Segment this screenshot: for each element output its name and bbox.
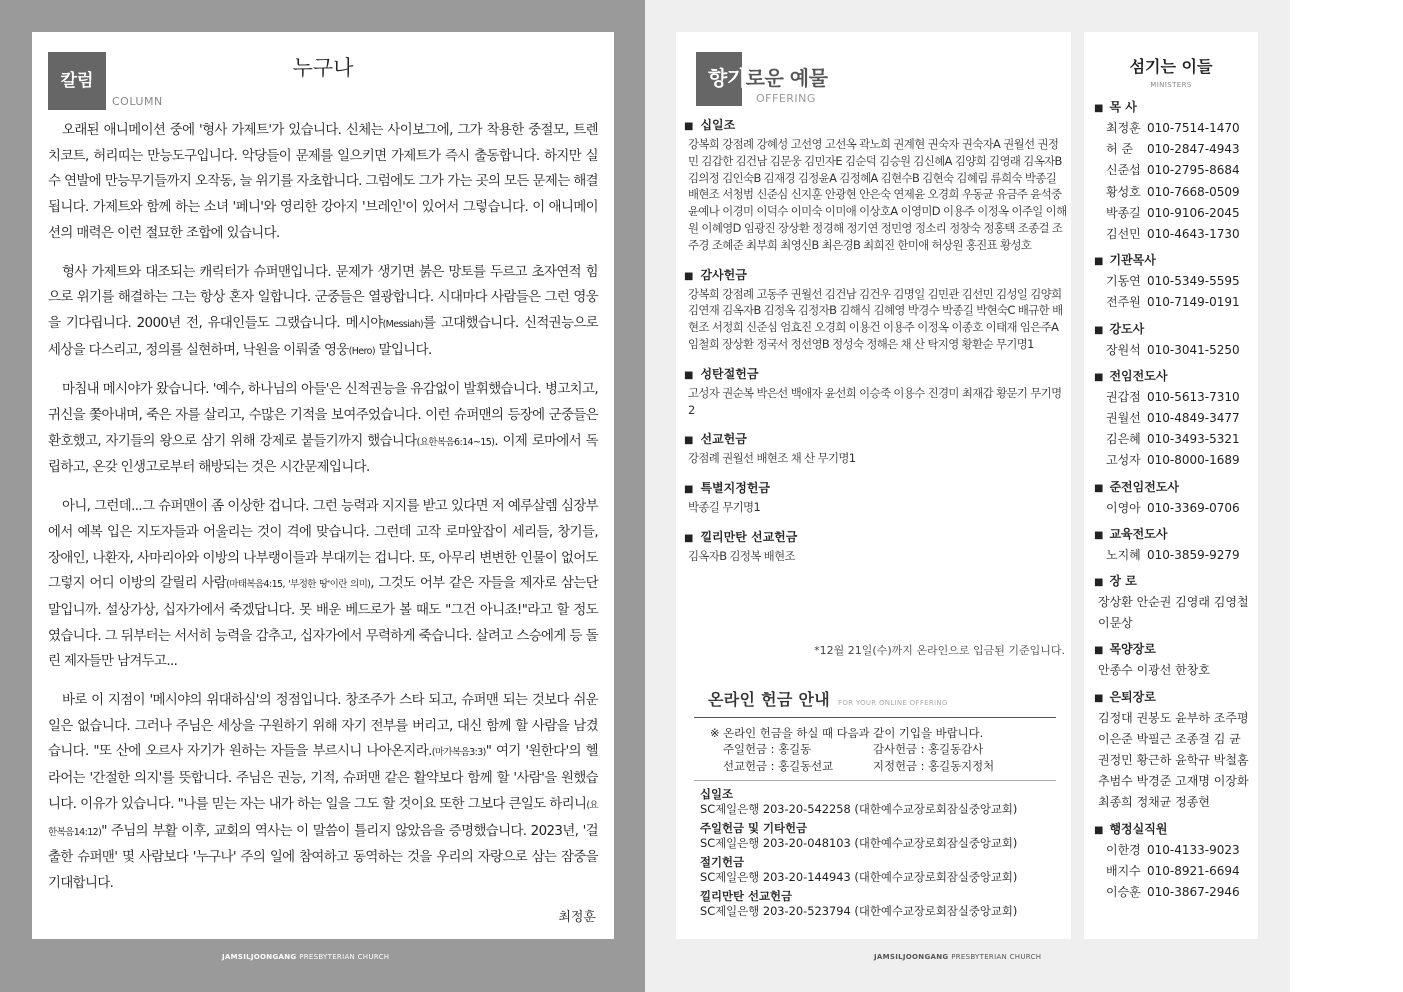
minister-name: 노지혜	[1106, 547, 1141, 562]
paragraph-text: " 주님의 부활 이후, 교회의 역사는 이 말씀이 틀리지 않았음을 증명했습니다. 2023년, '걸출한 슈퍼맨' 몇 사람보다 '누구나' 주의 일에 참여하고 동역하는 것을 우리의 자랑으로 삼는 잠중을 기대합니다.	[48, 823, 598, 891]
minister-name: 기동연	[1106, 274, 1141, 289]
minister-group	[1094, 478, 1254, 519]
minister-row	[1094, 182, 1254, 203]
minister-phone: 010-7668-0509	[1147, 184, 1240, 199]
minister-name: 김선민	[1106, 227, 1141, 242]
paragraph-text: . 이제 로마에서 독립하고, 온갖 인생고로부터 해방되는 것은 시간문제입니다.	[48, 433, 598, 476]
offering-section-title: ■ 낄리만탄 선교헌금	[684, 528, 1068, 548]
minister-row	[1094, 840, 1254, 861]
minister-group-title: ■ 강도사	[1094, 320, 1254, 340]
online-title	[694, 682, 1056, 718]
minister-name: 배지수	[1106, 863, 1141, 878]
minister-group	[1094, 98, 1254, 245]
minister-row	[1094, 340, 1254, 361]
offering-section-names: 김옥자B 김정복 배현조	[688, 548, 795, 563]
paragraph-text: 형사 가제트와 대조되는 캐릭터가 슈퍼맨입니다. 문제가 생기면 붉은 망토를 두르고 초자연적 힘으로 위기를 해결하는 그는 항상 혼자 일합니다. 군중들은 열광합니다. 시대마다 사람들은 그런 영웅을 기다립니다. 2000년 전, 유대인들도 그랬습니다. 메시야	[48, 264, 598, 331]
minister-phone: 010-7149-0191	[1147, 295, 1240, 310]
offering-title-highlight: 향기	[708, 66, 746, 90]
minister-group-title: ■ 교육전도사	[1094, 525, 1254, 545]
minister-phone: 010-7514-1470	[1147, 121, 1240, 135]
account-label: 절기헌금	[700, 855, 745, 870]
minister-phone: 010-4643-1730	[1147, 227, 1240, 242]
minister-group-title: ■ 목양장로	[1094, 640, 1254, 660]
minister-phone: 010-4133-9023	[1147, 842, 1240, 857]
example-item: 감사헌금 : 홍길동감사	[873, 742, 984, 757]
minister-phone: 010-3867-2946	[1147, 885, 1240, 900]
account-item	[700, 889, 1056, 919]
citation: (Hero)	[348, 345, 375, 357]
minister-phone: 010-8921-6694	[1147, 863, 1240, 878]
minister-row	[1094, 292, 1254, 313]
offering-panel	[676, 32, 1071, 939]
minister-group	[1094, 320, 1254, 361]
citation: (마태복음4:15, '부정한 땅'이란 의미)	[226, 579, 371, 591]
ministers-list	[1094, 98, 1254, 909]
minister-row	[1094, 139, 1254, 160]
ministers-title: 섬기는 이들	[1129, 57, 1213, 76]
minister-name: 허 준	[1106, 142, 1133, 157]
minister-row	[1094, 203, 1254, 224]
minister-row	[1094, 160, 1254, 181]
account-list	[694, 787, 1056, 919]
minister-group	[1094, 525, 1254, 566]
minister-row	[1094, 118, 1254, 139]
online-intro: ※ 온라인 헌금을 하실 때 다음과 같이 기입을 바랍니다.	[710, 726, 984, 740]
offering-sub: OFFERING	[756, 92, 816, 105]
minister-names: 안종수 이광선 한창호	[1098, 663, 1210, 678]
minister-group	[1094, 251, 1254, 313]
offering-section-title: ■ 특별지정헌금	[684, 479, 1068, 499]
minister-name: 권월선	[1106, 411, 1141, 426]
minister-name: 전주원	[1106, 295, 1141, 310]
minister-row	[1094, 545, 1254, 566]
column-paragraph	[48, 118, 598, 247]
minister-group	[1094, 367, 1254, 472]
minister-phone: 010-2795-8684	[1147, 163, 1240, 178]
minister-name: 김은혜	[1106, 432, 1141, 447]
minister-row	[1094, 408, 1254, 429]
citation: (Messiah)	[382, 318, 424, 330]
minister-name: 황성호	[1106, 184, 1141, 199]
minister-phone: 010-5613-7310	[1147, 389, 1240, 404]
citation: (요한복음6:14~15)	[416, 436, 495, 448]
offering-title-rest: 로운 예물	[745, 66, 828, 90]
paragraph-text: " 여기 '원한다'의 헬라어는 '간절한 의지'를 뜻합니다. 주님은 권능, 기적, 슈퍼맨 같은 활약보다 함께 할 '사람'을 원했습니다. 이유가 있습니다. "나를 믿는 자는 내가 하는 일을 그도 할 것이요 또한 그보다 큰일도 하리니	[48, 744, 598, 812]
paragraph-text: , 그것도 어부 같은 자들을 제자로 삼는단 말입니까. 설상가상, 십자가에서 죽겠답니다. 못 배운 베드로가 볼 때도 "그건 아니죠!"라고 할 정도였습니다. 그 뒤부터는 서서히 능력을 감추고, 십자가에서 무력하게 죽습니다. 살려고 스승에게 등 돌린 제자들만 남겨두고...	[48, 576, 598, 670]
online-instructions	[694, 725, 1056, 781]
minister-name: 이영아	[1106, 500, 1141, 515]
minister-row	[1094, 429, 1254, 450]
offering-title	[708, 62, 827, 91]
minister-group-title: ■ 장 로	[1094, 572, 1254, 592]
minister-row	[1094, 861, 1254, 882]
column-panel	[32, 32, 614, 939]
right-footer	[874, 953, 1041, 961]
footer-church-type: PRESBYTERIAN CHURCH	[299, 953, 390, 961]
offering-section-title: ■ 십일조	[684, 116, 1068, 136]
minister-phone: 010-3493-5321	[1147, 432, 1240, 447]
offering-section-names: 박종길 무기명1	[688, 500, 761, 515]
minister-name: 권갑점	[1106, 389, 1141, 404]
minister-names: 장상환 안순권 김영래 김영철 이문상	[1098, 595, 1249, 631]
paragraph-text: 마침내 메시야가 왔습니다. '예수, 하나님의 아들'은 신적권능을 유감없이 발휘했습니다. 병고치고, 귀신을 쫓아내며, 죽은 자를 살리고, 수많은 기적을 보여주었습니다. 이런 슈퍼맨의 등장에 군중들은 환호했고, 자기들의 왕으로 삼기 위해 강제로 붙들기까지 했습니다	[48, 382, 598, 449]
minister-row	[1094, 271, 1254, 292]
minister-group	[1094, 820, 1254, 904]
ministers-sub: MINISTERS	[1150, 81, 1192, 89]
minister-name: 이승훈	[1106, 885, 1141, 900]
offering-section	[684, 528, 1068, 565]
column-paragraph	[48, 260, 598, 365]
minister-phone: 010-3859-9279	[1147, 547, 1240, 562]
paragraph-text: 아니, 그런데...그 슈퍼맨이 좀 이상한 겁니다. 그런 능력과 지지를 받고 있다면 저 예루살렘 심장부에서 예복 입은 지도자들과 어울리는 것이 격에 맞습니다. 그런데 고작 로마앞잡이 세리들, 창기들, 장애인, 나환자, 사마리아와 이방의 나부랭이들과 부대끼는 겁니다. 또, 아무리 변변한 인물이 없어도 그렇지 어디 이방의 갈릴리 사람	[48, 499, 598, 592]
offering-section	[684, 430, 1068, 467]
column-tag: 칼럼	[48, 52, 106, 110]
footer-church-name: JAMSILJOONGANG	[874, 953, 949, 961]
offering-note: *12월 21일(수)까지 온라인으로 입금된 기준입니다.	[814, 644, 1065, 657]
account-item	[700, 787, 1056, 817]
minister-group-title: ■ 목 사	[1094, 98, 1254, 118]
minister-name: 박종길	[1106, 205, 1141, 220]
offering-section-names: 고성자 권순복 박은선 백애자 윤선희 이승죽 이용수 진경미 최재갑 황문기 무기명2	[688, 385, 1062, 417]
citation: (요한복음14:12)	[48, 799, 598, 838]
example-item: 주일헌금 : 홍길동	[723, 742, 812, 757]
account-number: SC제일은행 203-20-144943 (대한예수교장로회잠실중앙교회)	[700, 870, 1018, 885]
citation: (마가복음3:3)	[431, 747, 486, 759]
account-number: SC제일은행 203-20-523794 (대한예수교장로회잠실중앙교회)	[700, 904, 1018, 919]
column-tag-sub: COLUMN	[112, 95, 163, 108]
column-title: 누구나	[292, 56, 354, 80]
minister-group-title: ■ 기관목사	[1094, 251, 1254, 271]
offering-list	[684, 116, 1068, 577]
minister-group	[1094, 640, 1254, 681]
minister-group-title: ■ 은퇴장로	[1094, 688, 1254, 708]
offering-section-title: ■ 성탄절헌금	[684, 365, 1068, 385]
offering-section-title: ■ 감사헌금	[684, 266, 1068, 286]
account-item	[700, 855, 1056, 885]
offering-section	[684, 479, 1068, 516]
minister-phone: 010-8000-1689	[1147, 453, 1240, 468]
minister-phone: 010-3041-5250	[1147, 342, 1240, 357]
column-paragraph	[48, 377, 598, 481]
example-item: 선교헌금 : 홍길동선교	[723, 758, 834, 773]
footer-church-type: PRESBYTERIAN CHURCH	[951, 953, 1042, 961]
minister-row	[1094, 498, 1254, 519]
left-footer	[222, 953, 389, 961]
column-signature: 최정훈	[558, 910, 596, 925]
minister-name: 장원석	[1106, 342, 1141, 357]
footer-church-name: JAMSILJOONGANG	[222, 953, 297, 961]
minister-phone: 010-2847-4943	[1147, 142, 1240, 157]
offering-section	[684, 365, 1068, 419]
minister-names: 김정대 권봉도 윤부하 조주평 이은준 박필근 조종걸 김 균 권정민 황근하 윤학규 박철홈 추범수 박경준 고재명 이장화 최종희 정채균 정종현	[1098, 710, 1249, 810]
minister-phone: 010-3369-0706	[1147, 500, 1240, 515]
minister-group-title: ■ 준전임전도사	[1094, 478, 1254, 498]
minister-name: 최정훈	[1106, 121, 1141, 135]
paragraph-text: 오래된 애니메이션 중에 '형사 가제트'가 있습니다. 신체는 사이보그에, 그가 착용한 중절모, 트렌치코트, 허리띠는 만능도구입니다. 악당들이 문제를 일으키면 가제트가 즉시 출동합니다. 하지만 실수 연발에 만능무기들까지 오작동, 늘 위기를 자초합니다. 그럼에도 그가 가는 곳의 모든 문제는 해결됩니다. 가제트와 함께 하는 소녀 '페니'와 영리한 강아지 '브레인'이 있어서 그렇습니다. 이 애니메이션의 매력은 이런 절묘한 조합에 있습니다.	[48, 123, 598, 241]
account-number: SC제일은행 203-20-542258 (대한예수교장로회잠실중앙교회)	[700, 802, 1018, 817]
minister-group-title: ■ 전임전도사	[1094, 367, 1254, 387]
minister-name: 신준섭	[1106, 163, 1141, 178]
minister-group-title: ■ 행정실직원	[1094, 820, 1254, 840]
ministers-panel	[1084, 32, 1258, 939]
minister-name: 고성자	[1106, 453, 1141, 468]
online-title-sub: FOR YOUR ONLINE OFFERING	[838, 699, 948, 707]
minister-phone: 010-5349-5595	[1147, 274, 1240, 289]
minister-phone: 010-4849-3477	[1147, 411, 1240, 426]
column-paragraph	[48, 688, 598, 897]
minister-row	[1094, 450, 1254, 471]
example-item: 지정헌금 : 홍길동지정처	[873, 758, 995, 773]
minister-row	[1094, 882, 1254, 903]
account-label: 주일헌금 및 기타헌금	[700, 821, 807, 836]
offering-section-names: 강복희 강점례 고동주 권월선 김건남 김건우 김명일 김민관 김선민 김성일 김양희 김연재 김옥자B 김정옥 김정자B 김해식 김혜영 박경수 박종길 박현숙C 배규한 배현조 서정희 신준심 엄효진 오경희 이용건 이용주 이정옥 이종호 이태재 임은주A 임철희 장상환 정국서 정선영B 정성숙 정해은 채 산 탁지영 황환순 무기명1	[688, 286, 1063, 351]
paragraph-text: 말입니다.	[374, 342, 432, 358]
offering-section-names: 강점례 권월선 배현조 채 산 무기명1	[688, 451, 856, 466]
offering-section	[684, 266, 1068, 353]
offering-section-names: 강복희 강점례 강혜성 고선영 고선옥 곽노희 권계현 권숙자 권숙자A 권월선 권정민 김갑한 김건남 김문웅 김민자E 김순덕 김승원 김신혜A 김양희 김영래 김옥자B 김의정 김인숙B 김재경 김정윤A 김정혜A 김현수B 김현숙 김혜림 류희숙 박종길 배현조 서청범 신준심 신지훈 안광현 안은숙 연제윤 오경희 우동균 유금주 윤석중 윤예나 이경미 이덕수 이미숙 이미애 이상호A 이영미D 이용주 이정옥 이주일 이해원 이혜영D 임광진 장상환 정경해 정기연 정민영 정소리 정창숙 정홍택 조종걸 조주경 조혜준 최부희 최영신B 최은경B 최희진 한미애 허상원 홍진표 황성호	[688, 137, 1067, 252]
account-number: SC제일은행 203-20-048103 (대한예수교장로회잠실중앙교회)	[700, 836, 1018, 851]
column-body	[48, 118, 598, 910]
minister-group	[1094, 688, 1254, 814]
paragraph-text: 를 고대했습니다. 신적권능으로 세상을 다스리고, 정의를 실현하며, 낙원을 이뤄줄 영웅	[48, 315, 598, 358]
paragraph-text: 바로 이 지점이 '메시야의 위대하심'의 정점입니다. 창조주가 스타 되고, 슈퍼맨 되는 것보다 쉬운 일은 없습니다. 그러나 주님은 세상을 구원하기 위해 자기 전부를 버리고, 대신 함께 할 사람을 남겼습니다. "또 산에 오르사 자기가 원하는 자들을 부르시니 나아온지라.	[48, 693, 598, 760]
minister-name: 이한경	[1106, 842, 1141, 857]
online-title-text: 온라인 헌금 안내	[708, 690, 831, 709]
offering-section	[684, 116, 1068, 254]
minister-phone: 010-9106-2045	[1147, 205, 1240, 220]
minister-row	[1094, 224, 1254, 245]
minister-group	[1094, 572, 1254, 634]
column-paragraph	[48, 494, 598, 675]
account-item	[700, 821, 1056, 851]
account-label: 십일조	[700, 787, 734, 802]
online-offering-guide	[694, 682, 1056, 923]
minister-row	[1094, 387, 1254, 408]
offering-section-title: ■ 선교헌금	[684, 430, 1068, 450]
account-label: 낄리만탄 선교헌금	[700, 889, 792, 904]
online-examples	[710, 741, 1056, 774]
